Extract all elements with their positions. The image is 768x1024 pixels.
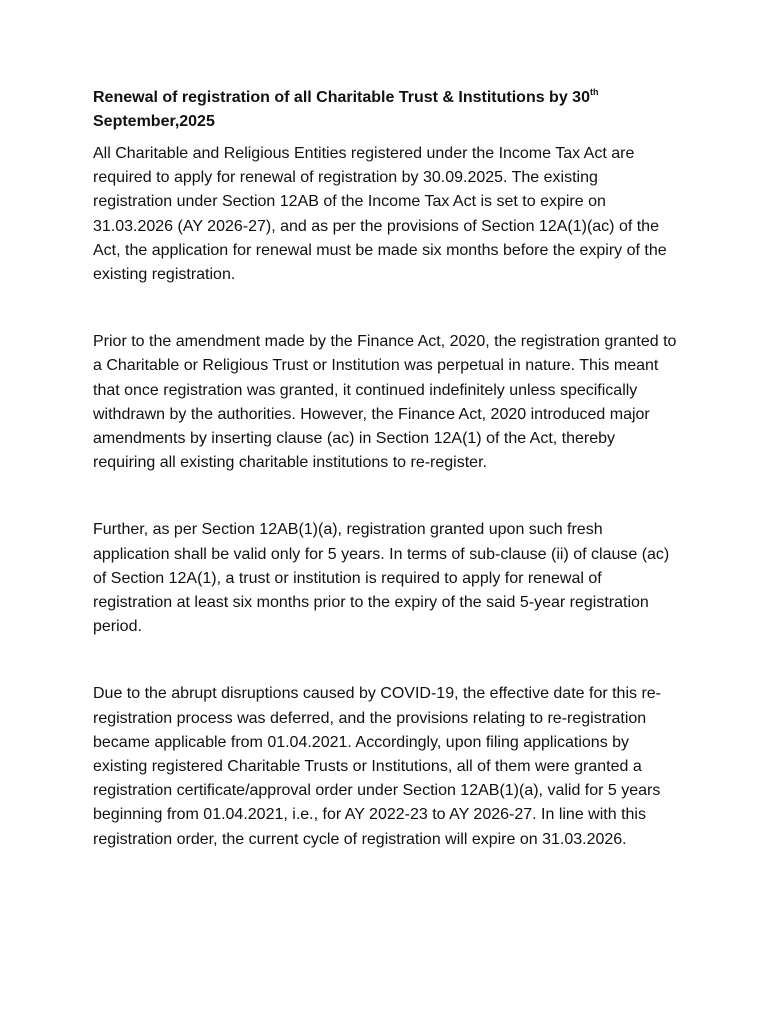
- paragraph-1: All Charitable and Religious Entities registered under the Income Tax Act are required to apply for renewal of registration by 30.09.2025. The existing registration under Section 12AB of the Income Tax Act is set to expire on 31.03.2026 (AY 2026-27), and as per the provisions of Section 12A(1)(ac) of the Act, the application for renewal must be made six months before the expiry of the existing registration.: [93, 145, 667, 284]
- paragraph-3: Further, as per Section 12AB(1)(a), registration granted upon such fresh application shall be valid only for 5 years. In terms of sub-clause (ii) of clause (ac) of Section 12A(1), a trust or institution is required to apply for renewal of registration at least six months prior to the expiry of the said 5-year registration period.: [93, 521, 670, 636]
- title-superscript: th: [589, 87, 599, 97]
- document-title: [93, 86, 678, 134]
- document-page: [93, 86, 678, 895]
- title-text: Renewal of registration of all Charitable Trust & Institutions by 30: [93, 89, 590, 106]
- title-date: September,2025: [93, 113, 215, 130]
- paragraph-4: Due to the abrupt disruptions caused by COVID-19, the effective date for this re-registration process was deferred, and the provisions relating to re-registration became applicable from 01.04.2021. Accordingly, upon filing applications by existing registered Charitable Trusts or Institutions, all of them were granted a registration certificate/approval order under Section 12AB(1)(a), valid for 5 years beginning from 01.04.2021, i.e., for AY 2022-23 to AY 2026-27. In line with this registration order, the current cycle of registration will expire on 31.03.2026.: [93, 685, 662, 848]
- paragraph-2: Prior to the amendment made by the Finance Act, 2020, the registration granted to a Charitable or Religious Trust or Institution was perpetual in nature. This meant that once registration was granted, it continued indefinitely unless specifically withdrawn by the authorities. However, the Finance Act, 2020 introduced major amendments by inserting clause (ac) in Section 12A(1) of the Act, thereby requiring all existing charitable institutions to re-register.: [93, 333, 677, 472]
